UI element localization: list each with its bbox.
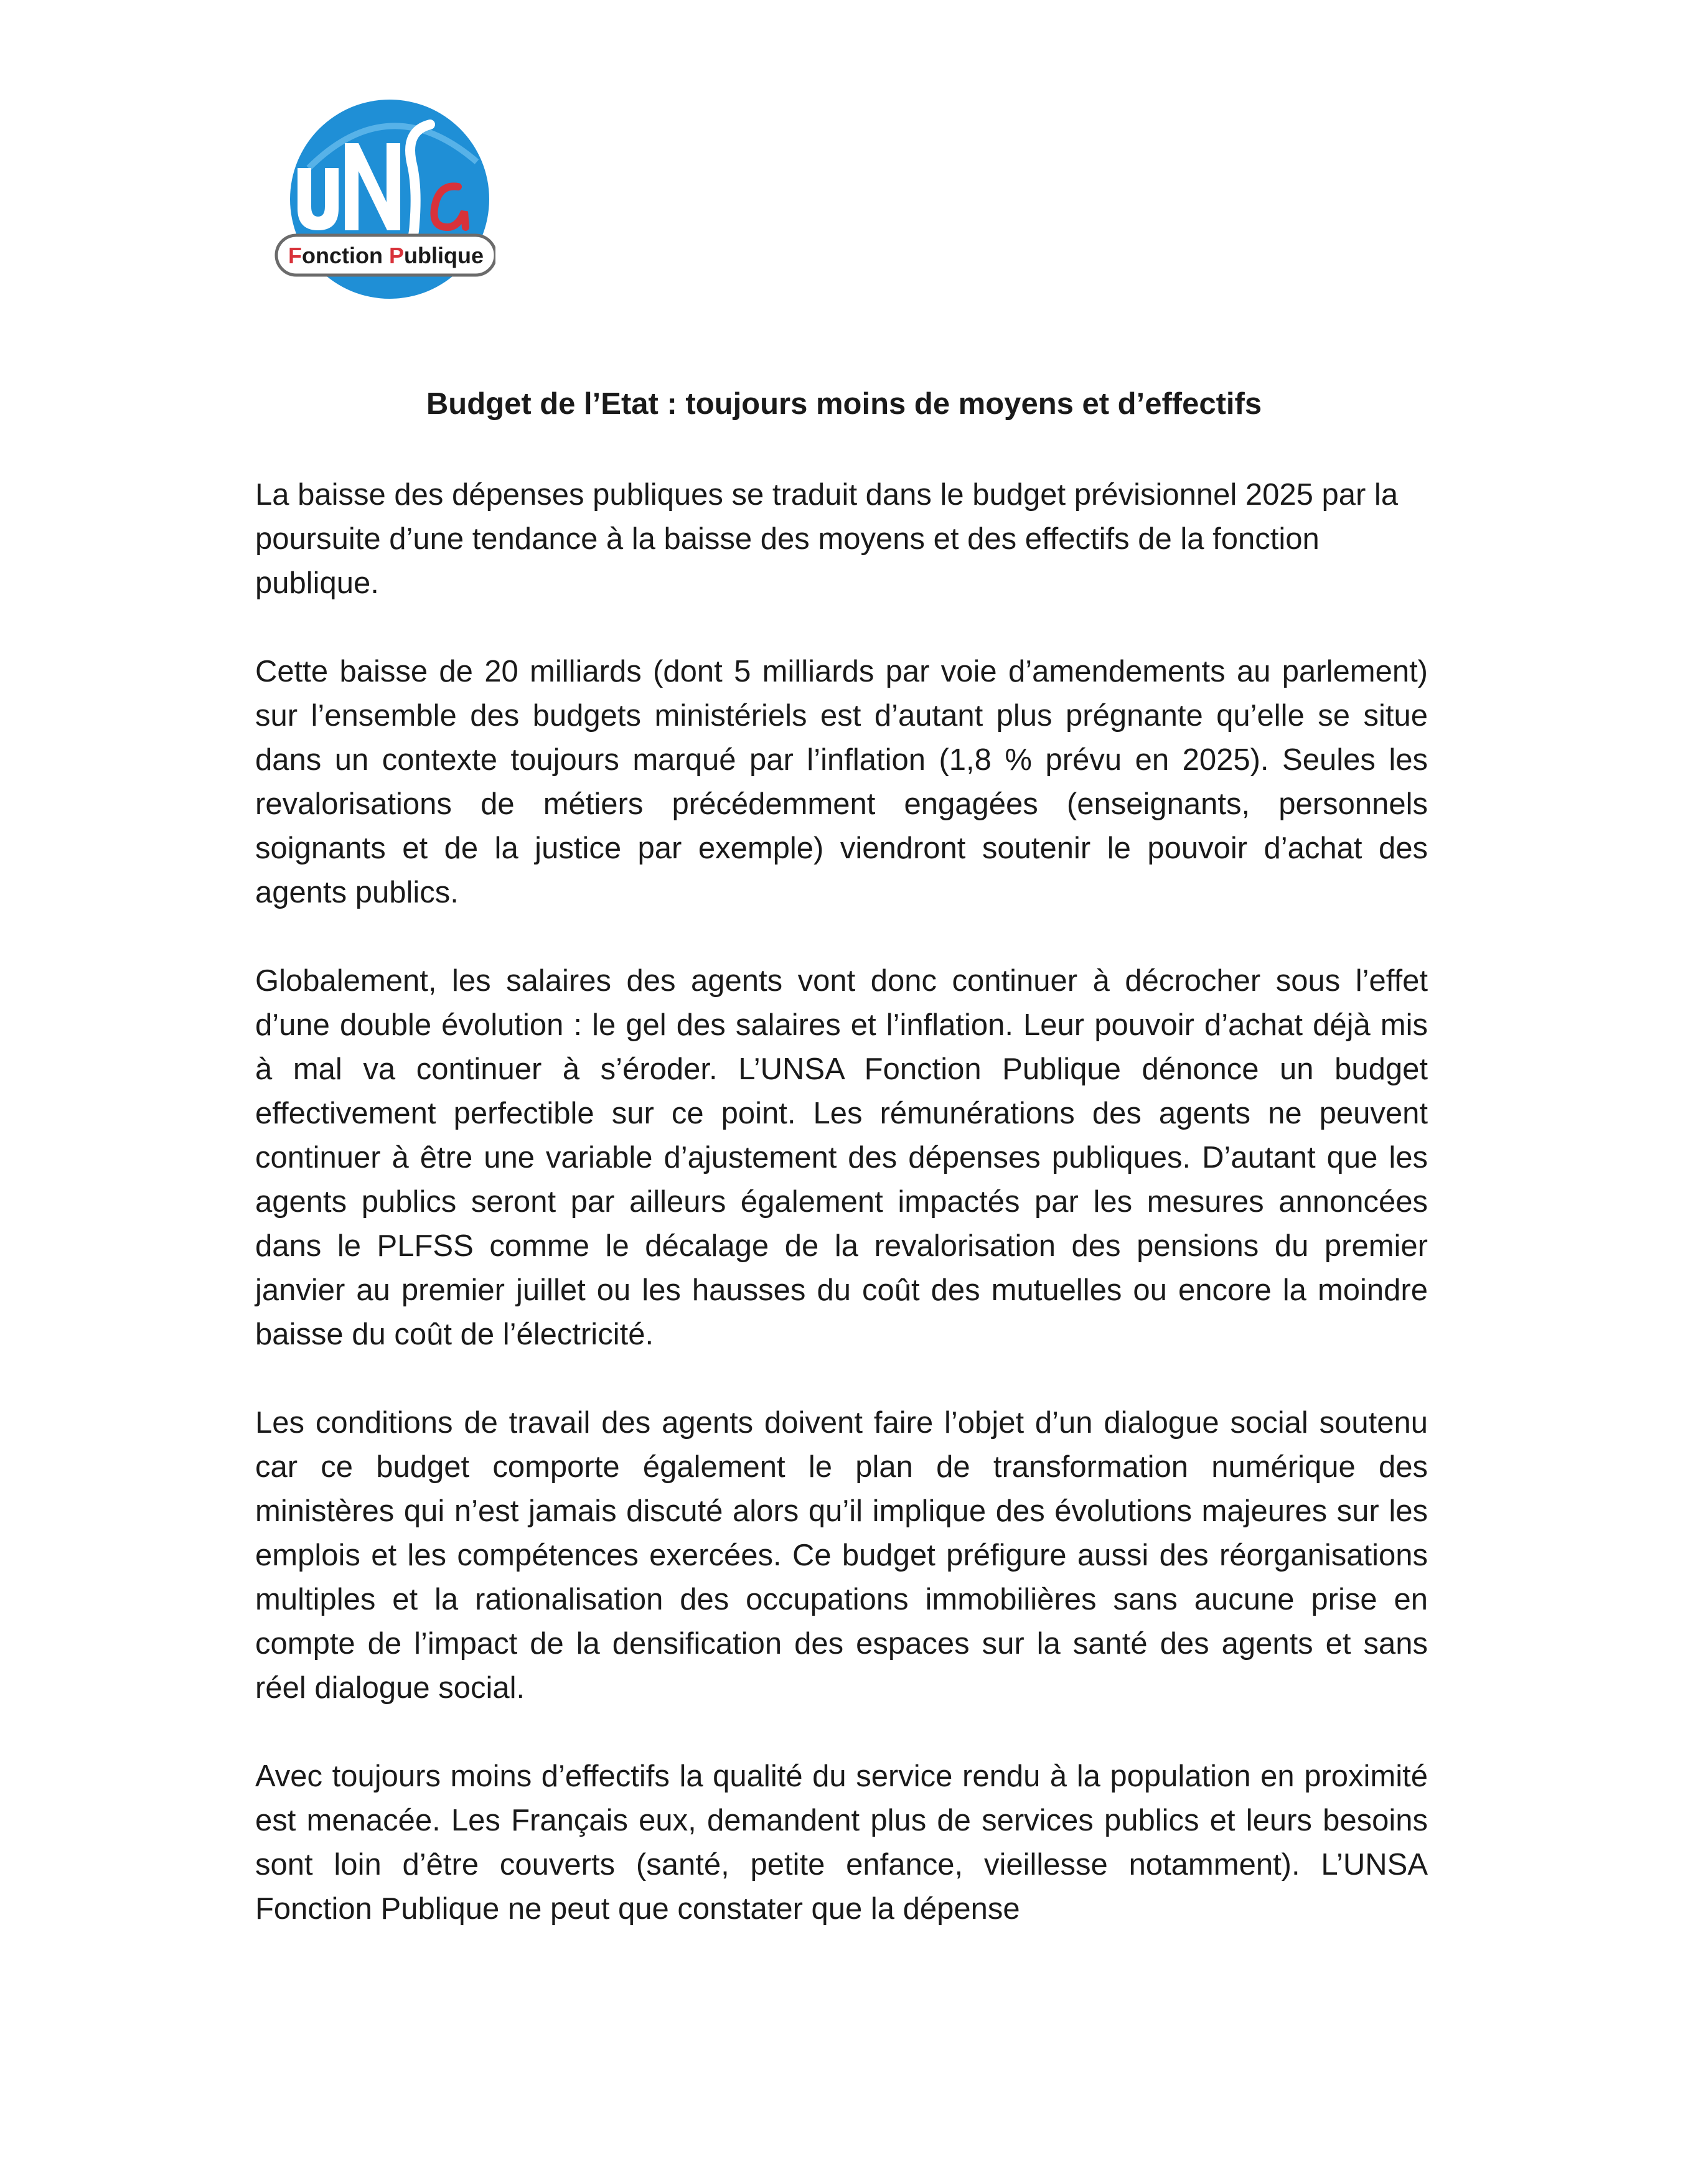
paragraph-3: Globalement, les salaires des agents vont donc continuer à décrocher sous l’effet d’une double évolution : le gel des salaires et l’inflation. Leur pouvoir d’achat déjà mis à mal va continuer à s’éroder. L’UNSA Fonction Publique dénonce un budget effectivement perfectible sur ce point. Les rémunérations des agents ne peuvent continuer à être une variable d’ajustement des dépenses publiques. D’autant que les agents publics seront par ailleurs également impactés par les mesures annoncées dans le PLFSS comme le décalage de la revalorisation des pensions du premier janvier au premier juillet ou les hausses du coût des mutuelles ou encore la moindre baisse du coût de l’électricité. bbox=[255, 964, 1428, 1351]
document-body bbox=[255, 473, 1428, 1975]
document-title: Budget de l’Etat : toujours moins de moyens et d’effectifs bbox=[426, 387, 1262, 421]
paragraph-5: Avec toujours moins d’effectifs la qualité du service rendu à la population en proximité est menacée. Les Français eux, demandent plus de services publics et leurs besoins sont loin d’être couverts (santé, petite enfance, vieillesse notamment). L’UNSA Fonction Publique ne peut que constater que la dépense bbox=[255, 1760, 1428, 1926]
paragraph-1: La baisse des dépenses publiques se traduit dans le budget prévisionnel 2025 par la poursuite d’une tendance à la baisse des moyens et des effectifs de la fonction publique. bbox=[255, 478, 1399, 600]
paragraph-4: Les conditions de travail des agents doivent faire l’objet d’un dialogue social soutenu car ce budget comporte également le plan de transformation numérique des ministères qui n’est jamais discuté alors qu’il implique des évolutions majeures sur les emplois et les compétences exercées. Ce budget préfigure aussi des réorganisations multiples et la rationalisation des occupations immobilières sans aucune prise en compte de l’impact de la densification des espaces sur la santé des agents et sans réel dialogue social. bbox=[255, 1406, 1428, 1705]
paragraph-2: Cette baisse de 20 milliards (dont 5 milliards par voie d’amendements au parlement) sur l’ensemble des budgets ministériels est d’autant plus prégnante qu’elle se situe dans un contexte toujours marqué par l’inflation (1,8 % prévu en 2025). Seules les revalorisations de métiers précédemment engagées (enseignants, personnels soignants et de la justice par exemple) viendront soutenir le pouvoir d’achat des agents publics. bbox=[255, 655, 1428, 909]
svg-text:Fonction Publique: Fonction Publique bbox=[288, 243, 484, 268]
unsa-fonction-publique-logo bbox=[271, 93, 495, 305]
